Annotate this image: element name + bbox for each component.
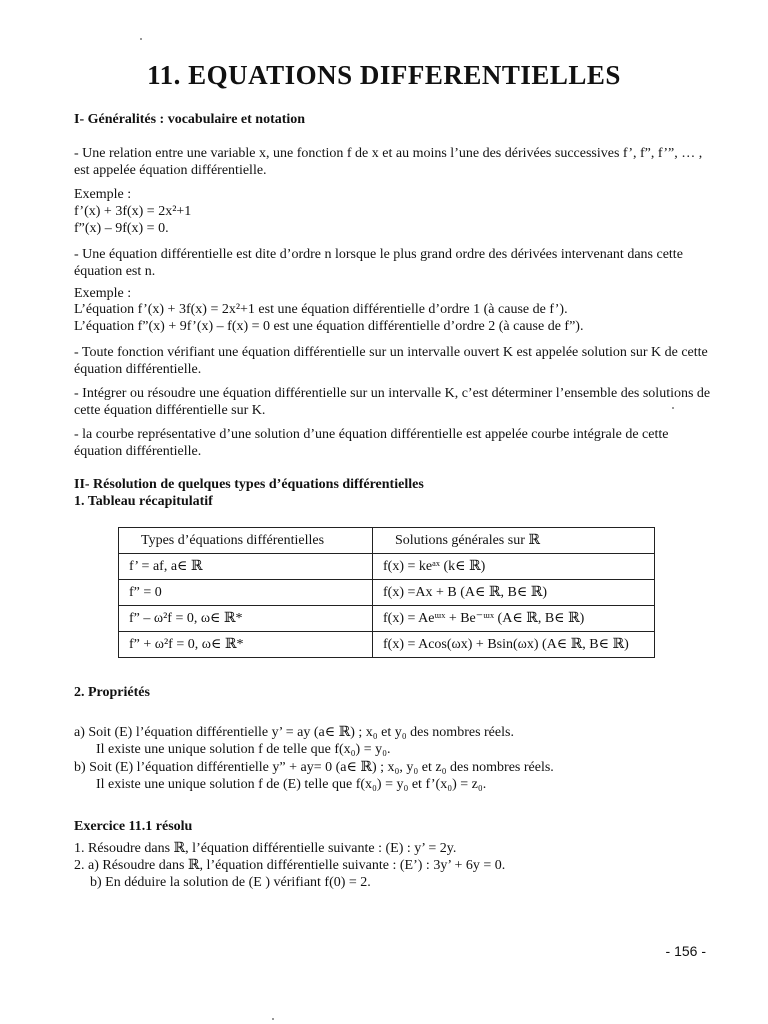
page-number: - 156 - xyxy=(665,943,706,959)
property-a-line2: Il existe une unique solution f de telle que f(x₀) = y₀. xyxy=(96,742,391,757)
table-cell: f(x) = Acos(ωx) + Bsin(ωx) (A∈ ℝ, B∈ ℝ) xyxy=(373,632,655,658)
table-row xyxy=(119,580,655,606)
subsection-table-heading: 1. Tableau récapitulatif xyxy=(74,494,213,509)
table-cell: f” – ω²f = 0, ω∈ ℝ* xyxy=(119,606,373,632)
table-row xyxy=(119,632,655,658)
exercise-question-2b: b) En déduire la solution de (E ) vérifiant f(0) = 2. xyxy=(90,875,371,890)
example1-line1: f’(x) + 3f(x) = 2x²+1 xyxy=(74,204,192,219)
example1-line2: f”(x) – 9f(x) = 0. xyxy=(74,221,169,236)
scan-speck xyxy=(272,1018,274,1020)
example2-line1: L’équation f’(x) + 3f(x) = 2x²+1 est une équation différentielle d’ordre 1 (à cause de f’). xyxy=(74,302,568,317)
summary-table xyxy=(118,527,655,658)
example1-label: Exemple : xyxy=(74,187,132,202)
paragraph-definition: - Une relation entre une variable x, une fonction f de x et au moins l’une des dérivées successives f’, f”, f’”, … , est appelée équation différentielle. xyxy=(74,146,703,178)
table-header-cell: Types d’équations différentielles xyxy=(119,528,373,554)
exercise-question-1: 1. Résoudre dans ℝ, l’équation différentielle suivante : (E) : y’ = 2y. xyxy=(74,841,457,856)
scan-speck xyxy=(672,407,674,409)
example2-label: Exemple : xyxy=(74,286,132,301)
page-title: 11. EQUATIONS DIFFERENTIELLES xyxy=(147,60,621,90)
table-cell: f(x) =Ax + B (A∈ ℝ, B∈ ℝ) xyxy=(373,580,655,606)
scan-speck xyxy=(140,38,142,40)
property-a-line1: a) Soit (E) l’équation différentielle y’ = ay (a∈ ℝ) ; x₀ et y₀ des nombres réels. xyxy=(74,725,514,740)
subsection-properties-heading: 2. Propriétés xyxy=(74,685,150,700)
table-header-cell: Solutions générales sur ℝ xyxy=(373,528,655,554)
paragraph-integral-curve: - la courbe représentative d’une solution d’une équation différentielle est appelée courbe intégrale de cette équation différentielle. xyxy=(74,427,669,459)
exercise-question-2a: 2. a) Résoudre dans ℝ, l’équation différentielle suivante : (E’) : 3y’ + 6y = 0. xyxy=(74,858,506,873)
property-b-line1: b) Soit (E) l’équation différentielle y” + ay= 0 (a∈ ℝ) ; x₀, y₀ et z₀ des nombres réels. xyxy=(74,760,554,775)
exercise-heading: Exercice 11.1 résolu xyxy=(74,819,193,834)
property-b-line2: Il existe une unique solution f de (E) telle que f(x₀) = y₀ et f’(x₀) = z₀. xyxy=(96,777,487,792)
section2-heading: II- Résolution de quelques types d’équations différentielles xyxy=(74,477,424,492)
table-cell: f(x) = Aeᵚˣ + Be⁻ᵚˣ (A∈ ℝ, B∈ ℝ) xyxy=(373,606,655,632)
paragraph-integrate: - Intégrer ou résoudre une équation différentielle sur un intervalle K, c’est déterminer l’ensemble des solutions de cette équation différentielle sur K. xyxy=(74,386,711,418)
table-row xyxy=(119,554,655,580)
table-cell: f” + ω²f = 0, ω∈ ℝ* xyxy=(119,632,373,658)
table-header-row xyxy=(119,528,655,554)
example2-line2: L’équation f”(x) + 9f’(x) – f(x) = 0 est une équation différentielle d’ordre 2 (à cause de f”). xyxy=(74,319,584,334)
section1-heading: I- Généralités : vocabulaire et notation xyxy=(74,112,306,127)
paragraph-solution: - Toute fonction vérifiant une équation différentielle sur un intervalle ouvert K est appelée solution sur K de cette équation différentielle. xyxy=(74,345,708,377)
table-row xyxy=(119,606,655,632)
table-cell: f” = 0 xyxy=(119,580,373,606)
table-cell: f’ = af, a∈ ℝ xyxy=(119,554,373,580)
table-cell: f(x) = keᵃˣ (k∈ ℝ) xyxy=(373,554,655,580)
paragraph-order: - Une équation différentielle est dite d’ordre n lorsque le plus grand ordre des dérivées intervenant dans cette équation est n. xyxy=(74,247,683,279)
